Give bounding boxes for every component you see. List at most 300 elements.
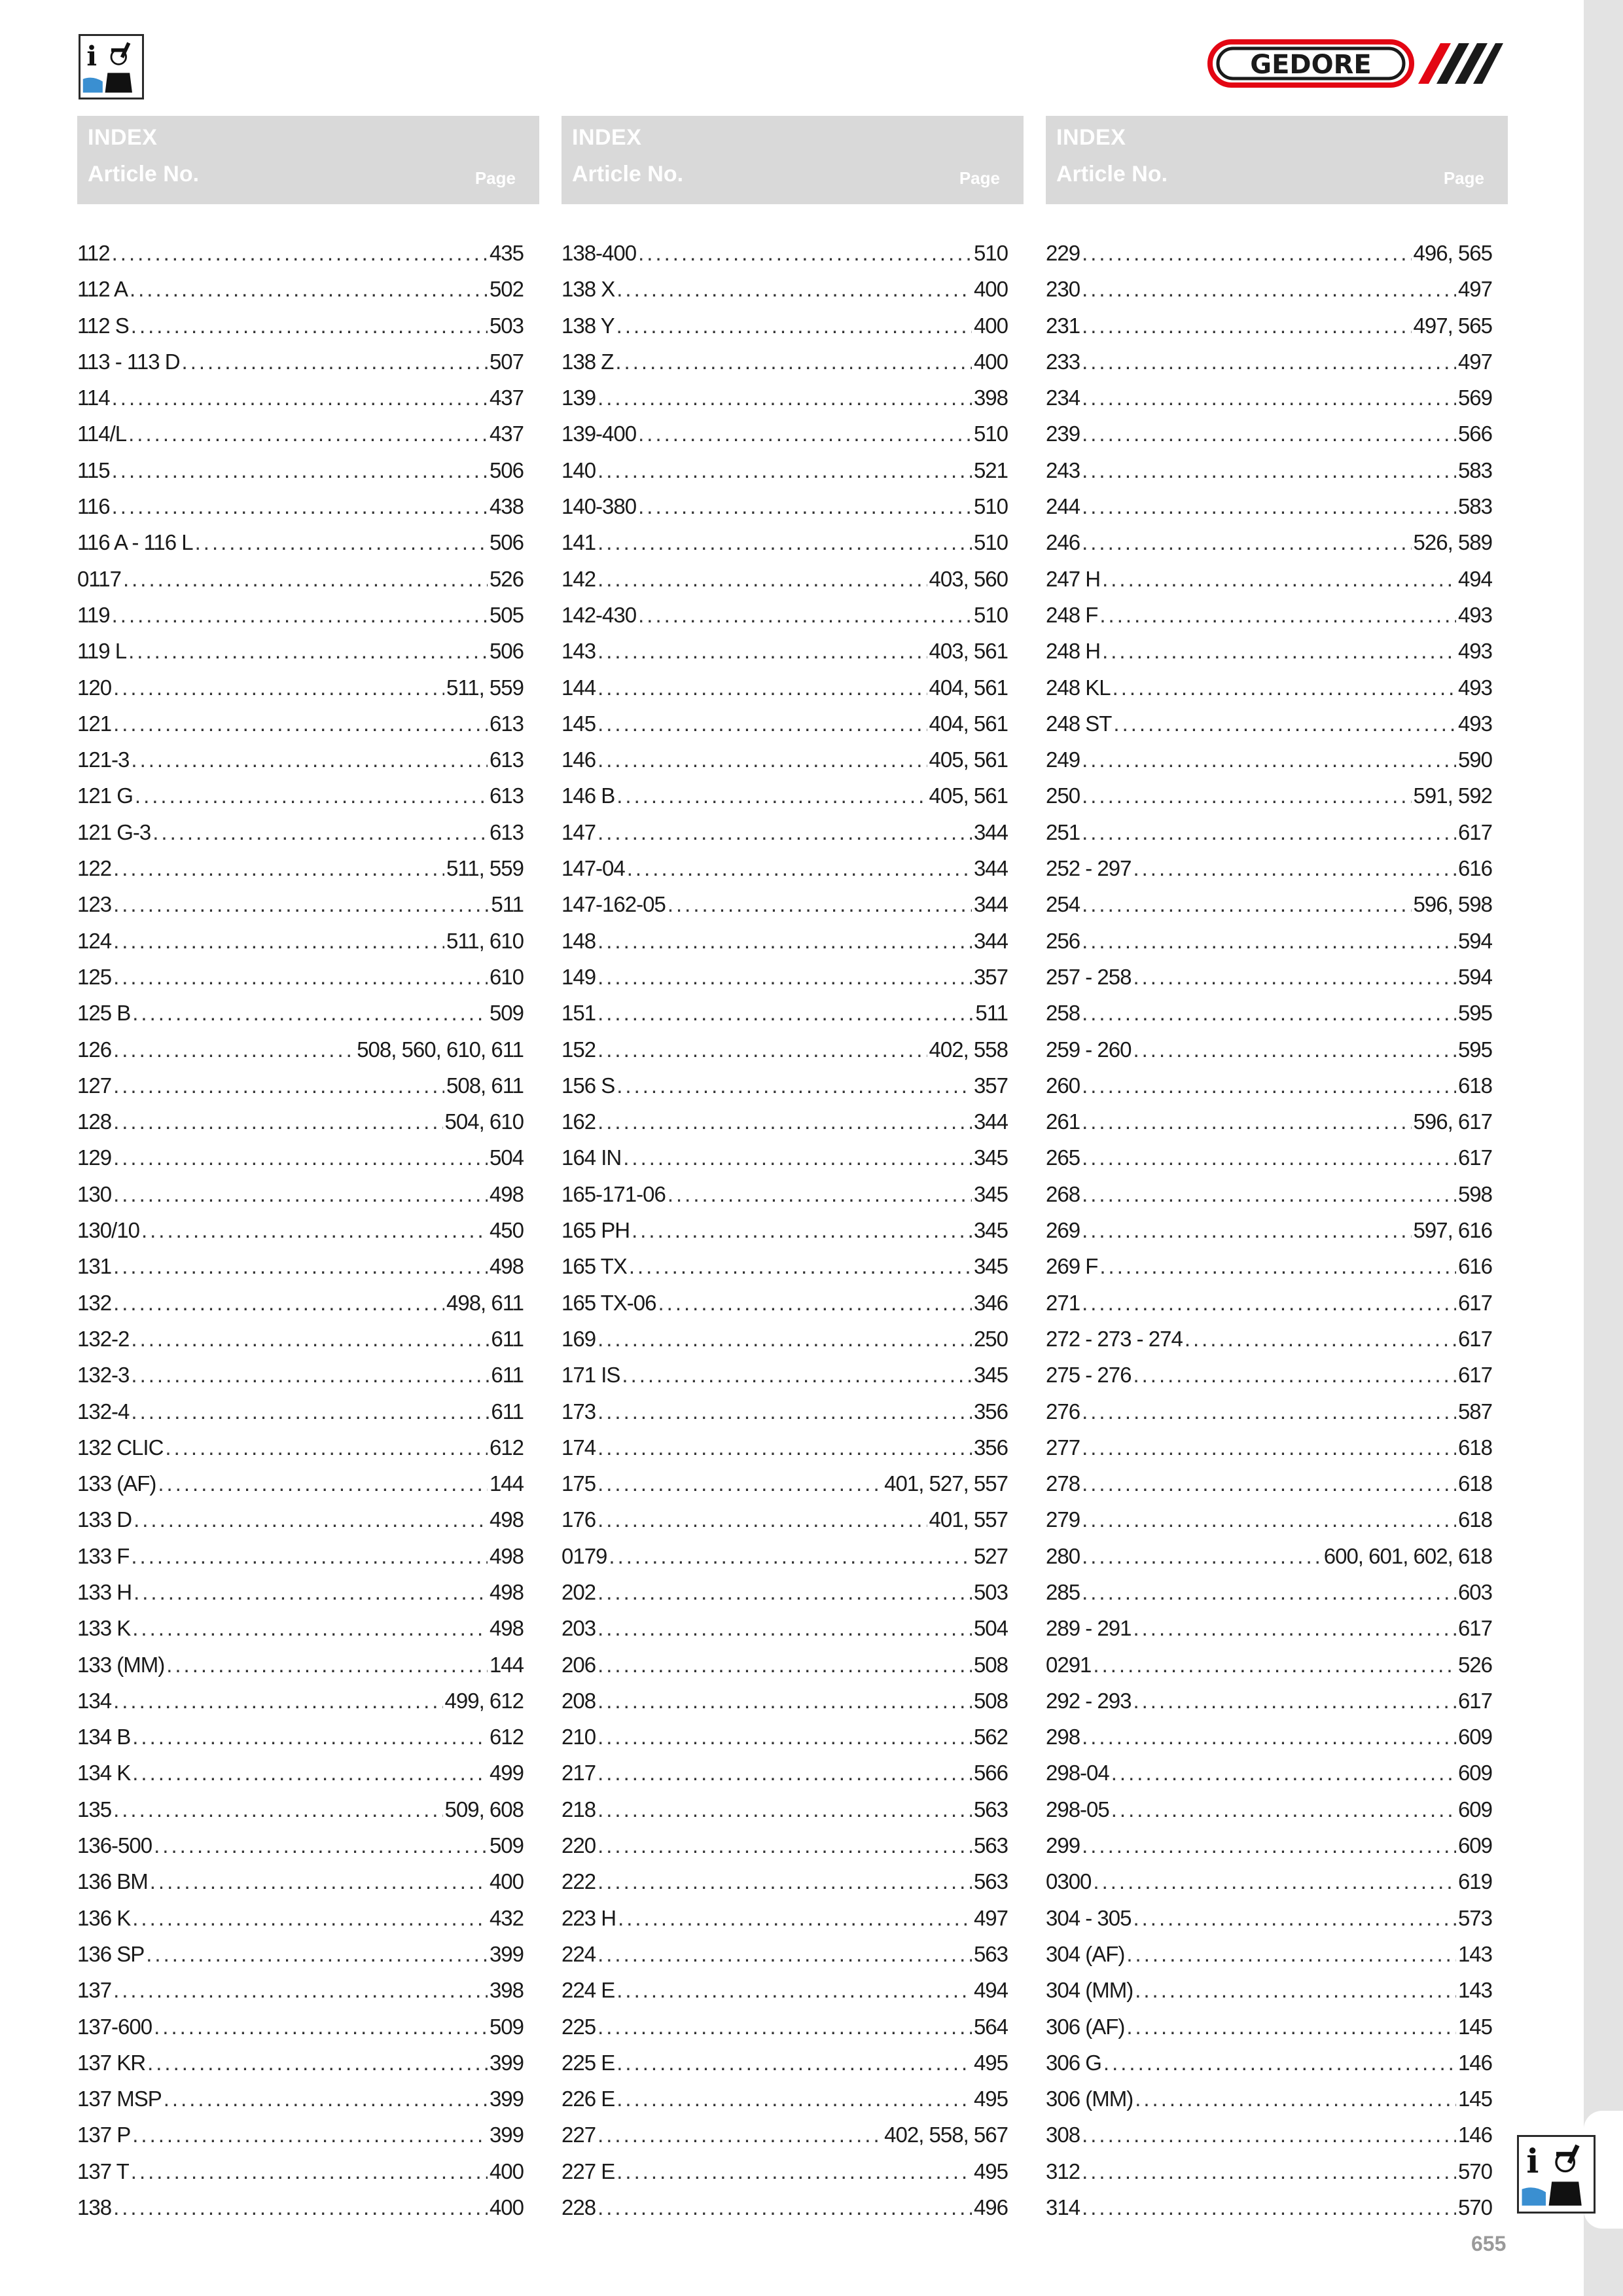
article-number: 137 T [77,2159,129,2183]
info-mechanic-icon[interactable] [1517,2135,1596,2214]
article-number: 119 [77,602,110,627]
article-number: 133 (MM) [77,1652,165,1677]
index-entry [77,1900,524,1936]
article-number: 239 [1046,422,1080,446]
page-reference: 600, 601, 602, 618 [1323,1543,1492,1568]
article-number: 248 H [1046,639,1101,664]
page-reference: 499, 612 [444,1688,524,1713]
article-number: 246 [1046,530,1080,555]
dot-leader [113,959,488,995]
article-number: 165 PH [562,1218,630,1243]
dot-leader [1093,1863,1456,1899]
index-entry [1046,633,1492,669]
dot-leader [131,1357,489,1393]
index-entry [562,1755,1008,1791]
dot-leader [1082,488,1456,524]
header-page-label: Page [1443,168,1484,188]
page-reference: 495 [973,2087,1008,2111]
page-reference: 504 [489,1145,524,1170]
page-reference: 344 [973,928,1008,953]
page-reference: 569 [1457,386,1492,410]
index-entry [77,2153,524,2189]
article-number: 208 [562,1688,596,1713]
index-entry [1046,670,1492,706]
index-entry [77,561,524,597]
index-entry [77,2189,524,2225]
dot-leader [1102,561,1456,597]
page-reference: 526 [489,566,524,591]
article-number: 173 [562,1399,596,1424]
article-number: 114 [77,386,110,410]
dot-leader [1082,1501,1456,1537]
article-number: 127 [77,1073,112,1098]
dot-leader [616,1067,972,1103]
dot-leader [113,850,444,886]
index-entry [1046,1900,1492,1936]
dot-leader [616,1972,972,2008]
page-reference: 508, 611 [446,1073,524,1098]
dot-leader [1082,742,1456,778]
page-reference: 344 [973,892,1008,917]
dot-leader [1133,959,1455,995]
index-entry [77,1393,524,1429]
page-reference: 613 [489,747,524,772]
page-reference: 399 [489,1941,524,1966]
article-number: 261 [1046,1109,1080,1134]
page-reference: 402, 558 [929,1037,1008,1062]
index-entry [1046,1683,1492,1719]
dot-leader [1082,1067,1456,1103]
article-number: 271 [1046,1290,1080,1315]
page-reference: 570 [1457,2159,1492,2183]
index-entry [562,1936,1008,1972]
article-number: 252 - 297 [1046,856,1132,881]
index-entry [1046,1393,1492,1429]
index-entry [1046,1827,1492,1863]
header-page-label: Page [474,168,516,188]
page-reference: 618 [1457,1435,1492,1460]
page-reference: 509 [489,1833,524,1858]
index-entry [77,923,524,959]
article-number: 225 E [562,2050,615,2075]
article-number: 119 L [77,639,127,664]
article-number: 257 - 258 [1046,964,1132,989]
dot-leader [132,2117,488,2153]
index-entry [562,1719,1008,1755]
dot-leader [658,1285,972,1321]
article-number: 131 [77,1254,112,1279]
dot-leader [597,633,927,669]
dot-leader [1082,886,1411,922]
article-number: 114/L [77,422,127,446]
article-number: 306 G [1046,2050,1101,2075]
index-entry [77,778,524,814]
page-reference: 617 [1457,1145,1492,1170]
index-entry [1046,1647,1492,1683]
index-entry [1046,561,1492,597]
index-entry [1046,1176,1492,1212]
page-reference: 510 [973,530,1008,555]
page-reference: 507 [489,349,524,374]
dot-leader [1082,416,1456,452]
article-number: 0291 [1046,1652,1092,1677]
article-number: 176 [562,1507,596,1532]
page-reference: 146 [1457,2123,1492,2147]
index-entry [77,524,524,560]
page-reference: 400 [973,277,1008,302]
index-entry [77,1212,524,1248]
page-reference: 399 [489,2123,524,2147]
page-reference: 398 [489,1978,524,2003]
index-entry [77,416,524,452]
index-entry [562,235,1008,271]
page-reference: 435 [489,241,524,265]
index-entry [1046,344,1492,380]
article-number: 139-400 [562,422,637,446]
article-number: 151 [562,1001,596,1026]
index-entry [1046,1248,1492,1284]
page-reference: 504 [973,1616,1008,1641]
page-reference: 344 [973,1109,1008,1134]
index-entry [77,1248,524,1284]
page-reference: 594 [1457,964,1492,989]
page-reference: 511, 610 [446,928,524,953]
article-number: 130/10 [77,1218,139,1243]
index-entry [1046,1321,1492,1357]
page-reference: 506 [489,530,524,555]
index-entry [562,380,1008,416]
dot-leader [597,1827,972,1863]
article-number: 174 [562,1435,596,1460]
index-entry [562,1647,1008,1683]
index-entry [562,1683,1008,1719]
article-number: 132-3 [77,1363,130,1388]
dot-leader [154,1827,488,1863]
dot-leader [113,886,489,922]
index-column-header [1046,116,1508,204]
article-number: 165 TX-06 [562,1290,656,1315]
dot-leader [1133,850,1455,886]
index-entry [77,1357,524,1393]
article-number: 140 [562,457,596,482]
dot-leader [597,995,973,1031]
index-entry [77,597,524,633]
dot-leader [113,706,488,742]
dot-leader [597,706,927,742]
index-entry [77,1647,524,1683]
page-reference: 145 [1457,2014,1492,2039]
article-number: 165 TX [562,1254,627,1279]
dot-leader [182,344,488,380]
dot-leader [1082,1574,1456,1610]
index-entry [77,1067,524,1103]
dot-leader [597,1647,972,1683]
dot-leader [597,923,972,959]
dot-leader [150,1863,488,1899]
page-reference: 611 [491,1326,524,1351]
article-number: 285 [1046,1579,1080,1604]
article-number: 133 K [77,1616,131,1641]
dot-leader [597,1103,972,1139]
article-number: 298-04 [1046,1761,1109,1785]
dot-leader [1099,1248,1456,1284]
article-number: 125 B [77,1001,131,1026]
article-number: 122 [77,856,112,881]
page-reference: 509 [489,1001,524,1026]
dot-leader [1126,1936,1456,1972]
page-reference: 356 [973,1399,1008,1424]
svg-text:i: i [1526,2142,1539,2181]
article-number: 298 [1046,1725,1080,1749]
dot-leader [597,1429,972,1465]
article-number: 254 [1046,892,1080,917]
article-number: 146 [562,747,596,772]
article-number: 218 [562,1797,596,1821]
index-entry [1046,1863,1492,1899]
index-entry [77,1031,524,1067]
page-number: 655 [1471,2232,1507,2255]
page-reference: 400 [973,349,1008,374]
page-reference: 521 [973,457,1008,482]
page-reference: 583 [1457,457,1492,482]
dot-leader [616,271,972,307]
page-reference: 617 [1457,1363,1492,1388]
article-number: 260 [1046,1073,1080,1098]
index-entry [77,959,524,995]
article-number: 147-162-05 [562,892,666,917]
dot-leader [113,1972,488,2008]
page-reference: 250 [973,1326,1008,1351]
article-number: 203 [562,1616,596,1641]
article-number: 278 [1046,1471,1080,1496]
page-reference: 146 [1457,2050,1492,2075]
article-number: 133 F [77,1543,130,1568]
article-number: 231 [1046,313,1080,338]
page-reference: 498 [489,1181,524,1206]
page-reference: 403, 561 [929,639,1008,664]
article-number: 136 SP [77,1941,145,1966]
dot-leader [597,1936,972,1972]
index-entry [77,1429,524,1465]
index-entry [77,1610,524,1646]
page-reference: 511, 559 [446,856,524,881]
index-entry [77,706,524,742]
header-article-label: Article No. [572,162,684,187]
index-entry [562,1972,1008,2008]
page-reference: 617 [1457,1688,1492,1713]
dot-leader [132,1610,488,1646]
dot-leader [1082,271,1456,307]
index-entry [562,923,1008,959]
article-number: 250 [1046,783,1080,808]
page-reference: 509, 608 [444,1797,524,1821]
header-page-label: Page [959,168,1000,188]
dot-leader [616,2081,972,2117]
page-reference: 609 [1457,1833,1492,1858]
page-reference: 345 [973,1181,1008,1206]
article-number: 304 - 305 [1046,1905,1132,1930]
dot-leader [616,308,972,344]
page-reference: 402, 558, 567 [884,2123,1008,2147]
page-reference: 344 [973,819,1008,844]
dot-leader [622,1357,972,1393]
page-reference: 510 [973,241,1008,265]
page-reference: 508 [973,1688,1008,1713]
article-number: 124 [77,928,112,953]
page-reference: 401, 527, 557 [884,1471,1008,1496]
index-entry [1046,1103,1492,1139]
dot-leader [1133,1683,1455,1719]
index-entry [1046,524,1492,560]
dot-leader [597,1791,972,1827]
article-number: 304 (MM) [1046,1978,1133,2003]
dot-leader [615,344,972,380]
index-entry [1046,886,1492,922]
index-entry [1046,380,1492,416]
article-number: 137-600 [77,2014,152,2039]
page-reference: 400 [489,1869,524,1894]
index-entry [562,561,1008,597]
page-reference: 617 [1457,1326,1492,1351]
index-entry [562,1465,1008,1501]
index-entry [1046,488,1492,524]
article-number: 265 [1046,1145,1080,1170]
dot-leader [113,1176,488,1212]
page-reference: 603 [1457,1579,1492,1604]
page-reference: 498 [489,1254,524,1279]
index-column-header [77,116,539,204]
dot-leader [113,1248,488,1284]
article-number: 134 B [77,1725,131,1749]
article-number: 268 [1046,1181,1080,1206]
page-reference: 438 [489,494,524,519]
page-reference: 573 [1457,1905,1492,1930]
dot-leader [1082,1538,1322,1574]
article-number: 142 [562,566,596,591]
index-entry [562,2153,1008,2189]
index-entry [1046,1465,1492,1501]
article-number: 0117 [77,566,121,591]
dot-leader [632,1212,972,1248]
dot-leader [146,1936,488,1972]
index-column-3 [1046,116,1508,2220]
article-number: 136 BM [77,1869,148,1894]
index-entry [1046,597,1492,633]
page-reference: 526 [1457,1652,1492,1677]
page-reference: 357 [973,964,1008,989]
dot-leader [1082,1103,1411,1139]
page-reference: 527 [973,1543,1008,1568]
dot-leader [112,235,488,271]
dot-leader [1082,1285,1456,1321]
article-number: 171 IS [562,1363,620,1388]
page-reference: 498 [489,1507,524,1532]
article-number: 220 [562,1833,596,1858]
page-reference: 498 [489,1543,524,1568]
index-entry [1046,1574,1492,1610]
page-reference: 511 [491,892,524,917]
article-number: 149 [562,964,596,989]
dot-leader [1082,814,1456,850]
article-number: 138 X [562,277,615,302]
article-number: 134 K [77,1761,131,1785]
index-entry [1046,1501,1492,1537]
page-reference: 506 [489,639,524,664]
index-entry [77,850,524,886]
dot-leader [1082,778,1411,814]
page-reference: 587 [1457,1399,1492,1424]
page-reference: 511, 559 [446,675,524,700]
dot-leader [158,1465,488,1501]
dot-leader [668,886,972,922]
page-reference: 399 [489,2087,524,2111]
page-reference: 616 [1457,856,1492,881]
index-entry [1046,235,1492,271]
article-number: 229 [1046,241,1080,265]
index-entry [562,1357,1008,1393]
page-reference: 502 [489,277,524,302]
index-entry [562,1863,1008,1899]
article-number: 223 H [562,1905,616,1930]
dot-leader [131,742,488,778]
gedore-logo [1207,38,1505,89]
index-entry [562,778,1008,814]
page-reference: 499 [489,1761,524,1785]
article-number: 144 [562,675,596,700]
index-entry [562,2009,1008,2045]
index-entry [562,1429,1008,1465]
page-reference: 612 [489,1725,524,1749]
index-entry [77,1719,524,1755]
dot-leader [195,524,488,560]
index-entry [1046,2189,1492,2225]
article-number: 162 [562,1109,596,1134]
article-number: 248 F [1046,602,1098,627]
page-reference: 609 [1457,1725,1492,1749]
index-entry [1046,1031,1492,1067]
article-number: 210 [562,1725,596,1749]
page-reference: 598 [1457,1181,1492,1206]
page-reference: 143 [1457,1978,1492,2003]
dot-leader [141,1212,488,1248]
page-reference: 437 [489,386,524,410]
article-number: 228 [562,2195,596,2220]
page-reference: 450 [489,1218,524,1243]
dot-leader [623,1139,972,1175]
article-number: 132 CLIC [77,1435,164,1460]
dot-leader [597,742,927,778]
page-reference: 611 [491,1363,524,1388]
index-entry [562,1031,1008,1067]
dot-leader [152,814,488,850]
dot-leader [1082,1465,1456,1501]
page-reference: 505 [489,602,524,627]
index-entry [1046,923,1492,959]
article-number: 156 S [562,1073,615,1098]
page-reference: 357 [973,1073,1008,1098]
article-number: 279 [1046,1507,1080,1532]
article-number: 138 Z [562,349,614,374]
dot-leader [597,1031,927,1067]
page-reference: 498, 611 [446,1290,524,1315]
article-number: 136-500 [77,1833,152,1858]
index-entry [77,344,524,380]
article-number: 169 [562,1326,596,1351]
dot-leader [1082,2153,1456,2189]
index-column-1 [77,116,539,2220]
dot-leader [1082,380,1456,416]
article-number: 112 S [77,313,129,338]
